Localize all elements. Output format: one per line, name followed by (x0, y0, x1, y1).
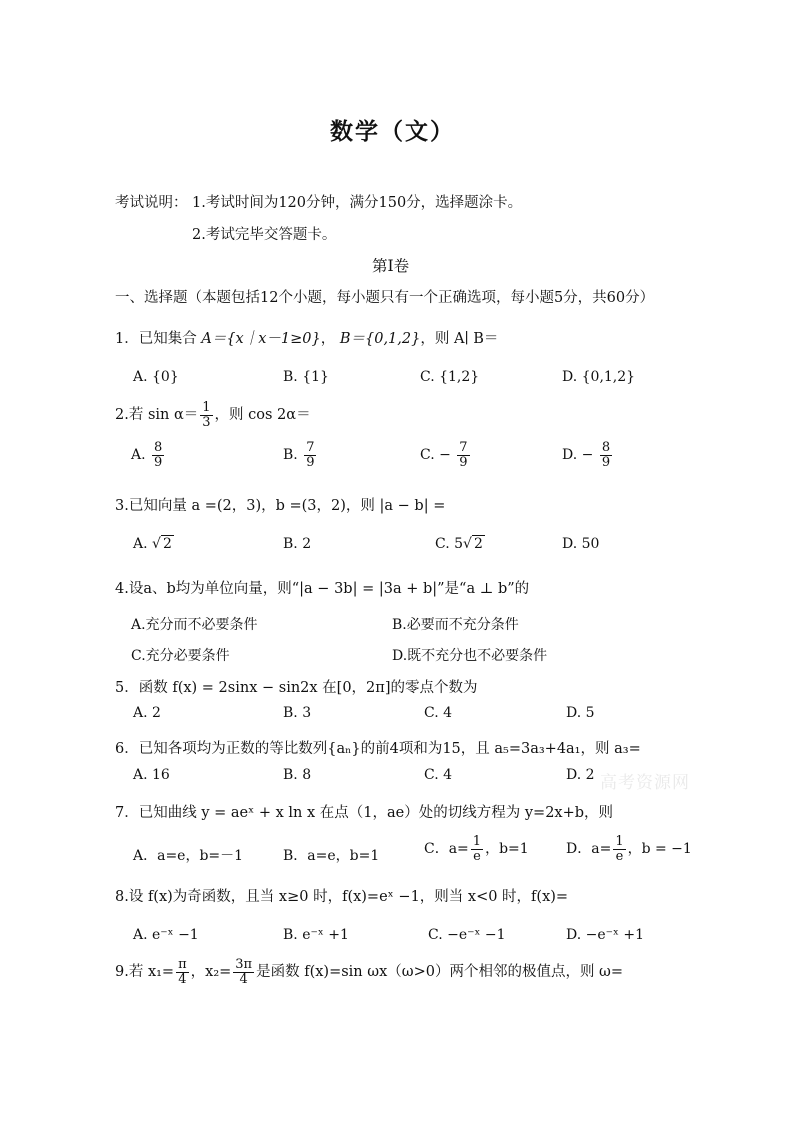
q7-d-den: e (615, 848, 624, 864)
q2-a-label: A. (131, 447, 146, 464)
q1-set-a: A＝{x｜x－1≥0} (201, 331, 321, 347)
q4-option-a: A.充分而不必要条件 (131, 617, 258, 633)
q7-option-b: B．a=e，b=1 (283, 848, 380, 864)
q7-d-post: ，b = −1 (627, 841, 692, 858)
question-9 (115, 958, 623, 986)
question-8: 8.设 f(x)为奇函数，且当 x≥0 时，f(x)=eˣ −1，则当 x<0 时，f(x)= (115, 889, 569, 905)
q9-post: 是函数 f(x)=sin ωx（ω>0）两个相邻的极值点，则 ω= (256, 964, 624, 981)
q5-option-a: A. 2 (133, 705, 161, 721)
question-2 (115, 401, 311, 429)
page-title: 数学（文） (330, 118, 455, 145)
q9-frac1-num: π (178, 957, 187, 972)
q8-option-c: C. −e⁻ˣ −1 (428, 927, 506, 943)
q3-a-label: A. (133, 536, 148, 552)
q8-option-d: D. −e⁻ˣ +1 (566, 927, 645, 943)
q2-option-b (283, 441, 318, 469)
q3-option-d: D. 50 (562, 536, 600, 552)
q6-option-b: B. 8 (283, 767, 312, 783)
q1-ask: ，则 A∣ B＝ (420, 331, 499, 347)
question-3: 3.已知向量 a =(2，3)，b =(3，2)，则 |a − b| = (115, 498, 446, 514)
q7-c-pre: C．a= (424, 841, 469, 858)
question-5: 5．函数 f(x) = 2sinx − sin2x 在[0，2π]的零点个数为 (115, 680, 478, 696)
q8-option-a: A. e⁻ˣ −1 (133, 927, 199, 943)
q2-c-label: C. − (420, 447, 451, 464)
q3-option-a (133, 536, 174, 552)
q2-b-label: B. (283, 447, 298, 464)
q4-option-c: C.充分必要条件 (131, 648, 230, 664)
q3-a-radicand: 2 (162, 536, 172, 552)
q9-mid: ，x₂= (190, 964, 232, 981)
q2-option-d (562, 441, 614, 469)
q1-option-a: A. {0} (133, 369, 179, 385)
q3-option-c (435, 536, 485, 552)
q9-frac2-den: 4 (239, 971, 248, 987)
q7-c-den: e (473, 848, 481, 864)
q1-option-c: C. {1,2} (420, 369, 480, 385)
q2-frac-num: 1 (202, 400, 211, 415)
q2-option-a (131, 441, 166, 469)
sqrt-icon: √ 2 (463, 536, 483, 552)
q2-c-num: 7 (459, 440, 468, 455)
q2-b-num: 7 (306, 440, 315, 455)
q7-d-pre: D．a= (566, 841, 612, 858)
q2-d-den: 9 (601, 454, 611, 470)
q5-option-c: C. 4 (424, 705, 453, 721)
q2-b-den: 9 (306, 454, 315, 470)
q2-option-c (420, 441, 472, 469)
q6-option-a: A. 16 (133, 767, 170, 783)
q2-a-num: 8 (154, 440, 163, 455)
q7-c-post: ，b=1 (485, 841, 529, 858)
instructions-label: 考试说明： (115, 195, 188, 211)
q2-frac-den: 3 (202, 414, 211, 430)
q1-number: 1．已知集合 (115, 331, 197, 347)
question-1: 1．已知集合 A＝{x｜x－1≥0}， B＝{0,1,2}，则 A∣ B＝ (115, 331, 499, 347)
instructions-line-1: 1.考试时间为120分钟，满分150分，选择题涂卡。 (192, 195, 523, 211)
q7-d-num: 1 (615, 834, 624, 849)
volume-heading: 第Ⅰ卷 (372, 257, 410, 275)
q3-c-label: C. 5 (435, 536, 464, 552)
q7-option-d (566, 835, 692, 863)
q6-option-c: C. 4 (424, 767, 453, 783)
sqrt-icon: √ 2 (152, 536, 172, 552)
q2-fraction (200, 401, 212, 429)
q2-d-label: D. − (562, 447, 594, 464)
q3-option-b: B. 2 (283, 536, 312, 552)
q2-d-num: 8 (601, 440, 611, 455)
q4-option-d: D.既不充分也不必要条件 (392, 648, 548, 664)
question-4: 4.设a、b均为单位向量，则“|a − 3b| = |3a + b|”是“a ⊥ b”的 (115, 581, 530, 597)
q2-post: ，则 cos 2α＝ (214, 407, 311, 424)
section-heading: 一、选择题（本题包括12个小题，每小题只有一个正确选项，每小题5分，共60分） (115, 290, 655, 306)
q2-c-den: 9 (459, 454, 468, 470)
q4-option-b: B.必要而不充分条件 (392, 617, 519, 633)
q9-pre: 9.若 x₁= (115, 964, 175, 981)
q8-option-b: B. e⁻ˣ +1 (283, 927, 349, 943)
instructions-line-2: 2.考试完毕交答题卡。 (192, 227, 337, 243)
q1-option-d: D. {0,1,2} (562, 369, 636, 385)
q5-option-b: B. 3 (283, 705, 312, 721)
q9-frac1-den: 4 (178, 971, 187, 987)
q1-option-b: B. {1} (283, 369, 329, 385)
q9-frac2-num: 3π (235, 957, 253, 972)
q5-option-d: D. 5 (566, 705, 595, 721)
q7-c-num: 1 (472, 834, 482, 849)
q7-option-c (424, 835, 529, 863)
watermark-text: 高考资源网 (600, 773, 690, 793)
q3-c-radicand: 2 (473, 536, 483, 552)
q2-a-den: 9 (154, 454, 163, 470)
q7-option-a: A．a=e，b=－1 (133, 848, 244, 864)
q6-option-d: D. 2 (566, 767, 595, 783)
q1-set-b: B＝{0,1,2} (339, 331, 421, 347)
question-6: 6．已知各项均为正数的等比数列{aₙ}的前4项和为15，且 a₅=3a₃+4a₁，则 a₃= (115, 741, 641, 757)
question-7: 7．已知曲线 y = aeˣ + x ln x 在点（1，ae）处的切线方程为 y=2x+b，则 (115, 805, 614, 821)
q2-pre: 2.若 sin α＝ (115, 407, 199, 424)
